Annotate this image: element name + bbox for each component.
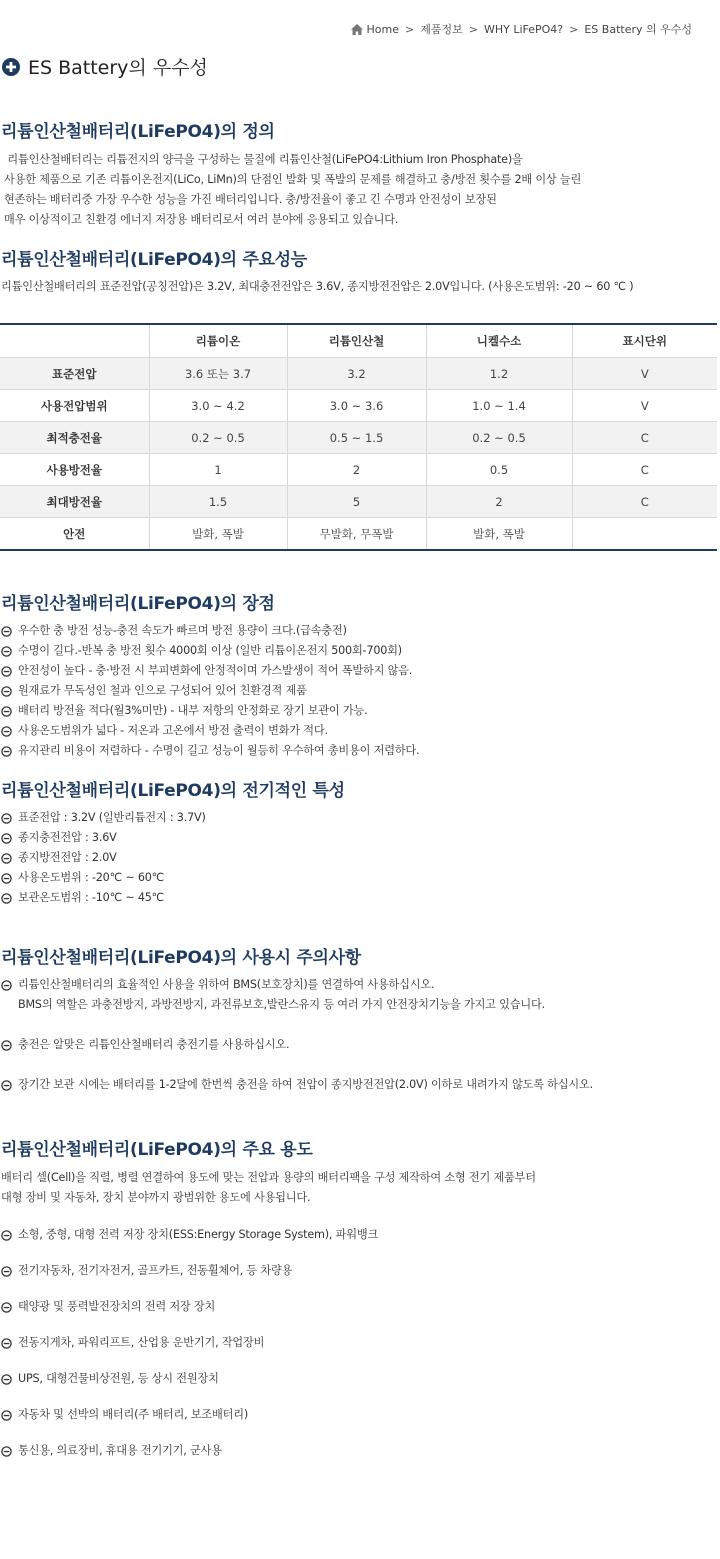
minus-circle-icon: [1, 873, 12, 884]
list-item: [1, 1370, 378, 1406]
table-row: [0, 422, 717, 454]
table-cell: 3.6 또는 3.7: [149, 358, 287, 390]
list-item-text: 장기간 보관 시에는 배터리를 1-2달에 한번씩 충전을 하여 전압이 종지방전전압(2.0V) 이하로 내려가지 않도록 하십시오.: [18, 1078, 593, 1091]
list-item-text: 전동지게차, 파워리프트, 산업용 운반기기, 작업장비: [18, 1336, 265, 1349]
minus-circle-icon: [1, 853, 12, 864]
definition-text: [4, 150, 581, 230]
table-cell: 2: [426, 486, 572, 518]
list-item-text: 통신용, 의료장비, 휴대용 전기기기, 군사용: [18, 1444, 222, 1457]
list-item-text: 자동차 및 선박의 배터리(주 배터리, 보조배터리): [18, 1408, 249, 1421]
advantages-list: [1, 622, 419, 762]
breadcrumb: [351, 21, 692, 37]
table-row: [0, 518, 717, 551]
breadcrumb-current: ES Battery 의 우수성: [584, 23, 692, 36]
minus-circle-icon: [1, 1446, 12, 1457]
uses-intro: [1, 1168, 536, 1208]
comparison-table: [0, 323, 717, 551]
row-label: 사용방전율: [0, 454, 149, 486]
definition-line: 사용한 제품으로 기존 리튬이온전지(LiCo, LiMn)의 단점인 발화 및 폭발의 문제를 해결하고 충/방전 횟수를 2배 이상 늘린: [4, 173, 582, 186]
list-item-text: 표준전압 : 3.2V (일반리튬전지 : 3.7V): [18, 811, 206, 824]
list-item: [1, 889, 206, 909]
chevron-right-icon: >: [468, 22, 478, 36]
list-item-text: 사용온도범위가 넓다 - 저온과 고온에서 방전 출력이 변화가 적다.: [18, 724, 328, 737]
minus-circle-icon: [1, 666, 12, 677]
table-cell: 5: [287, 486, 426, 518]
table-cell: 0.5: [426, 454, 572, 486]
minus-circle-icon: [1, 1266, 12, 1277]
table-header-cell: 니켈수소: [426, 324, 572, 358]
table-cell: 0.2 ~ 0.5: [426, 422, 572, 454]
table-cell: C: [572, 486, 717, 518]
definition-line: 현존하는 배터리중 가장 우수한 성능을 가진 배터리입니다. 충/방전율이 좋고 긴 수명과 안전성이 보장된: [4, 193, 497, 206]
list-item: [1, 1334, 378, 1370]
list-item-text: 수명이 길다.-반복 충 방전 횟수 4000회 이상 (일반 리튬이온전지 500회-700회): [18, 644, 402, 657]
list-item: [1, 1036, 593, 1076]
list-item: [1, 1076, 593, 1096]
list-item-text: 우수한 충 방전 성능-충전 속도가 빠르며 방전 용량이 크다.(급속충전): [18, 624, 347, 637]
list-item: [1, 869, 206, 889]
table-header-row: [0, 324, 717, 358]
list-item-text: UPS, 대형건물비상전원, 등 상시 전원장치: [18, 1372, 219, 1385]
list-item-text: 배터리 방전율 적다(월3%미만) - 내부 저항의 안정화로 장기 보관이 가능.: [18, 704, 368, 717]
list-item-text: 보관온도범위 : -10℃ ~ 45℃: [18, 891, 165, 904]
row-label: 표준전압: [0, 358, 149, 390]
row-label: 사용전압범위: [0, 390, 149, 422]
list-item-text: 종지방전전압 : 2.0V: [18, 851, 117, 864]
table-cell: 발화, 폭발: [149, 518, 287, 551]
table-header-cell: [0, 324, 149, 358]
cautions-heading: 리튬인산철배터리(LiFePO4)의 사용시 주의사항: [1, 948, 361, 968]
list-item-subtext: BMS의 역할은 과충전방지, 과방전방지, 과전류보호,발란스유지 등 여러 가지 안전장치기능을 가지고 있습니다.: [18, 998, 545, 1011]
list-item-text: 종지충전전압 : 3.6V: [18, 831, 117, 844]
list-item-text: 소형, 중형, 대형 전력 저장 장치(ESS:Energy Storage System), 파워뱅크: [18, 1228, 379, 1241]
list-item: [1, 742, 419, 762]
table-cell: 3.0 ~ 4.2: [149, 390, 287, 422]
list-item: [1, 849, 206, 869]
minus-circle-icon: [1, 833, 12, 844]
table-cell: 1.0 ~ 1.4: [426, 390, 572, 422]
minus-circle-icon: [1, 1080, 12, 1091]
table-row: [0, 454, 717, 486]
table-row: [0, 390, 717, 422]
table-row: [0, 358, 717, 390]
minus-circle-icon: [1, 1040, 12, 1051]
table-cell: C: [572, 422, 717, 454]
list-item: [1, 682, 419, 702]
table-cell: V: [572, 358, 717, 390]
list-item: [1, 1262, 378, 1298]
performance-text: 리튬인산철배터리의 표준전압(공칭전압)은 3.2V, 최대충전전압은 3.6V, 종지방전전압은 2.0V입니다. (사용온도범위: -20 ~ 60 ℃ ): [1, 280, 634, 293]
list-item: [1, 976, 593, 1036]
table-cell: 3.0 ~ 3.6: [287, 390, 426, 422]
minus-circle-icon: [1, 980, 12, 991]
performance-heading: 리튬인산철배터리(LiFePO4)의 주요성능: [1, 250, 307, 270]
list-item: [1, 722, 419, 742]
minus-circle-icon: [1, 1410, 12, 1421]
list-item-text: 안전성이 높다 - 충·방전 시 부피변화에 안정적이며 가스발생이 적어 폭발하지 않음.: [18, 664, 413, 677]
list-item-text: 충전은 알맞은 리튬인산철배터리 충전기를 사용하십시오.: [18, 1038, 290, 1051]
plus-circle-icon: [2, 58, 20, 76]
list-item-text: 전기자동차, 전기자전거, 골프카트, 전동휠체어, 등 차량용: [18, 1264, 293, 1277]
table-cell: 0.2 ~ 0.5: [149, 422, 287, 454]
advantages-heading: 리튬인산철배터리(LiFePO4)의 장점: [1, 594, 275, 614]
row-label: 안전: [0, 518, 149, 551]
definition-line: 리튬인산철배터리는 리튬전지의 양극을 구성하는 물질에 리튬인산철(LiFePO4:Lithium Iron Phosphate)을: [4, 153, 523, 166]
table-cell: 발화, 폭발: [426, 518, 572, 551]
page-title-text: ES Battery의 우수성: [28, 57, 208, 79]
table-cell: 무발화, 무폭발: [287, 518, 426, 551]
table-cell: 0.5 ~ 1.5: [287, 422, 426, 454]
list-item-text: 유지관리 비용이 저렴하다 - 수명이 길고 성능이 월등히 우수하여 총비용이 저렴하다.: [18, 744, 420, 757]
uses-intro-line: 배터리 셀(Cell)을 직렬, 병렬 연결하여 용도에 맞는 전압과 용량의 배터리팩을 구성 제작하여 소형 전기 제품부터: [1, 1171, 536, 1184]
table-cell: 3.2: [287, 358, 426, 390]
breadcrumb-why-link[interactable]: WHY LiFePO4?: [483, 22, 564, 36]
uses-list: [1, 1226, 378, 1478]
list-item: [1, 662, 419, 682]
minus-circle-icon: [1, 706, 12, 717]
list-item: [1, 642, 419, 662]
table-header-cell: 리튬인산철: [287, 324, 426, 358]
list-item: [1, 702, 419, 722]
minus-circle-icon: [1, 726, 12, 737]
minus-circle-icon: [1, 1374, 12, 1385]
definition-heading: 리튬인산철배터리(LiFePO4)의 정의: [1, 122, 275, 142]
electrical-heading: 리튬인산철배터리(LiFePO4)의 전기적인 특성: [1, 781, 345, 801]
minus-circle-icon: [1, 1338, 12, 1349]
list-item-text: 태양광 및 풍력발전장치의 전력 저장 장치: [18, 1300, 216, 1313]
list-item: [1, 809, 206, 829]
minus-circle-icon: [1, 1230, 12, 1241]
chevron-right-icon: >: [405, 22, 415, 36]
table-cell: 2: [287, 454, 426, 486]
list-item: [1, 829, 206, 849]
electrical-list: [1, 809, 206, 909]
list-item: [1, 1406, 378, 1442]
chevron-right-icon: >: [569, 22, 579, 36]
table-cell: C: [572, 454, 717, 486]
cautions-list: [1, 976, 593, 1096]
list-item: [1, 1442, 378, 1478]
minus-circle-icon: [1, 813, 12, 824]
row-label: 최적충전율: [0, 422, 149, 454]
uses-heading: 리튬인산철배터리(LiFePO4)의 주요 용도: [1, 1140, 313, 1160]
list-item: [1, 1298, 378, 1334]
table-cell: 1.2: [426, 358, 572, 390]
list-item: [1, 1226, 378, 1262]
breadcrumb-products-link[interactable]: 제품정보: [420, 23, 463, 36]
page-title: [2, 53, 208, 80]
table-header-cell: 리튬이온: [149, 324, 287, 358]
uses-intro-line: 대형 장비 및 자동차, 장치 분야까지 광범위한 용도에 사용됩니다.: [1, 1191, 311, 1204]
list-item-text: 사용온도범위 : -20℃ ~ 60℃: [18, 871, 165, 884]
row-label: 최대방전율: [0, 486, 149, 518]
table-cell: 1.5: [149, 486, 287, 518]
list-item: [1, 622, 419, 642]
definition-line: 매우 이상적이고 친환경 에너지 저장용 배터리로서 여러 분야에 응용되고 있습니다.: [4, 213, 399, 226]
breadcrumb-home-link[interactable]: Home: [366, 22, 400, 36]
minus-circle-icon: [1, 746, 12, 757]
list-item-text: 원재료가 무독성인 철과 인으로 구성되어 있어 친환경적 제품: [18, 684, 307, 697]
table-row: [0, 486, 717, 518]
minus-circle-icon: [1, 626, 12, 637]
home-icon[interactable]: [351, 24, 363, 35]
table-header-cell: 표시단위: [572, 324, 717, 358]
minus-circle-icon: [1, 1302, 12, 1313]
minus-circle-icon: [1, 686, 12, 697]
table-cell: V: [572, 390, 717, 422]
table-cell: [572, 518, 717, 551]
table-cell: 1: [149, 454, 287, 486]
minus-circle-icon: [1, 646, 12, 657]
list-item-text: 리튬인산철배터리의 효율적인 사용을 위하여 BMS(보호장치)를 연결하여 사용하십시오.: [18, 978, 435, 991]
minus-circle-icon: [1, 893, 12, 904]
